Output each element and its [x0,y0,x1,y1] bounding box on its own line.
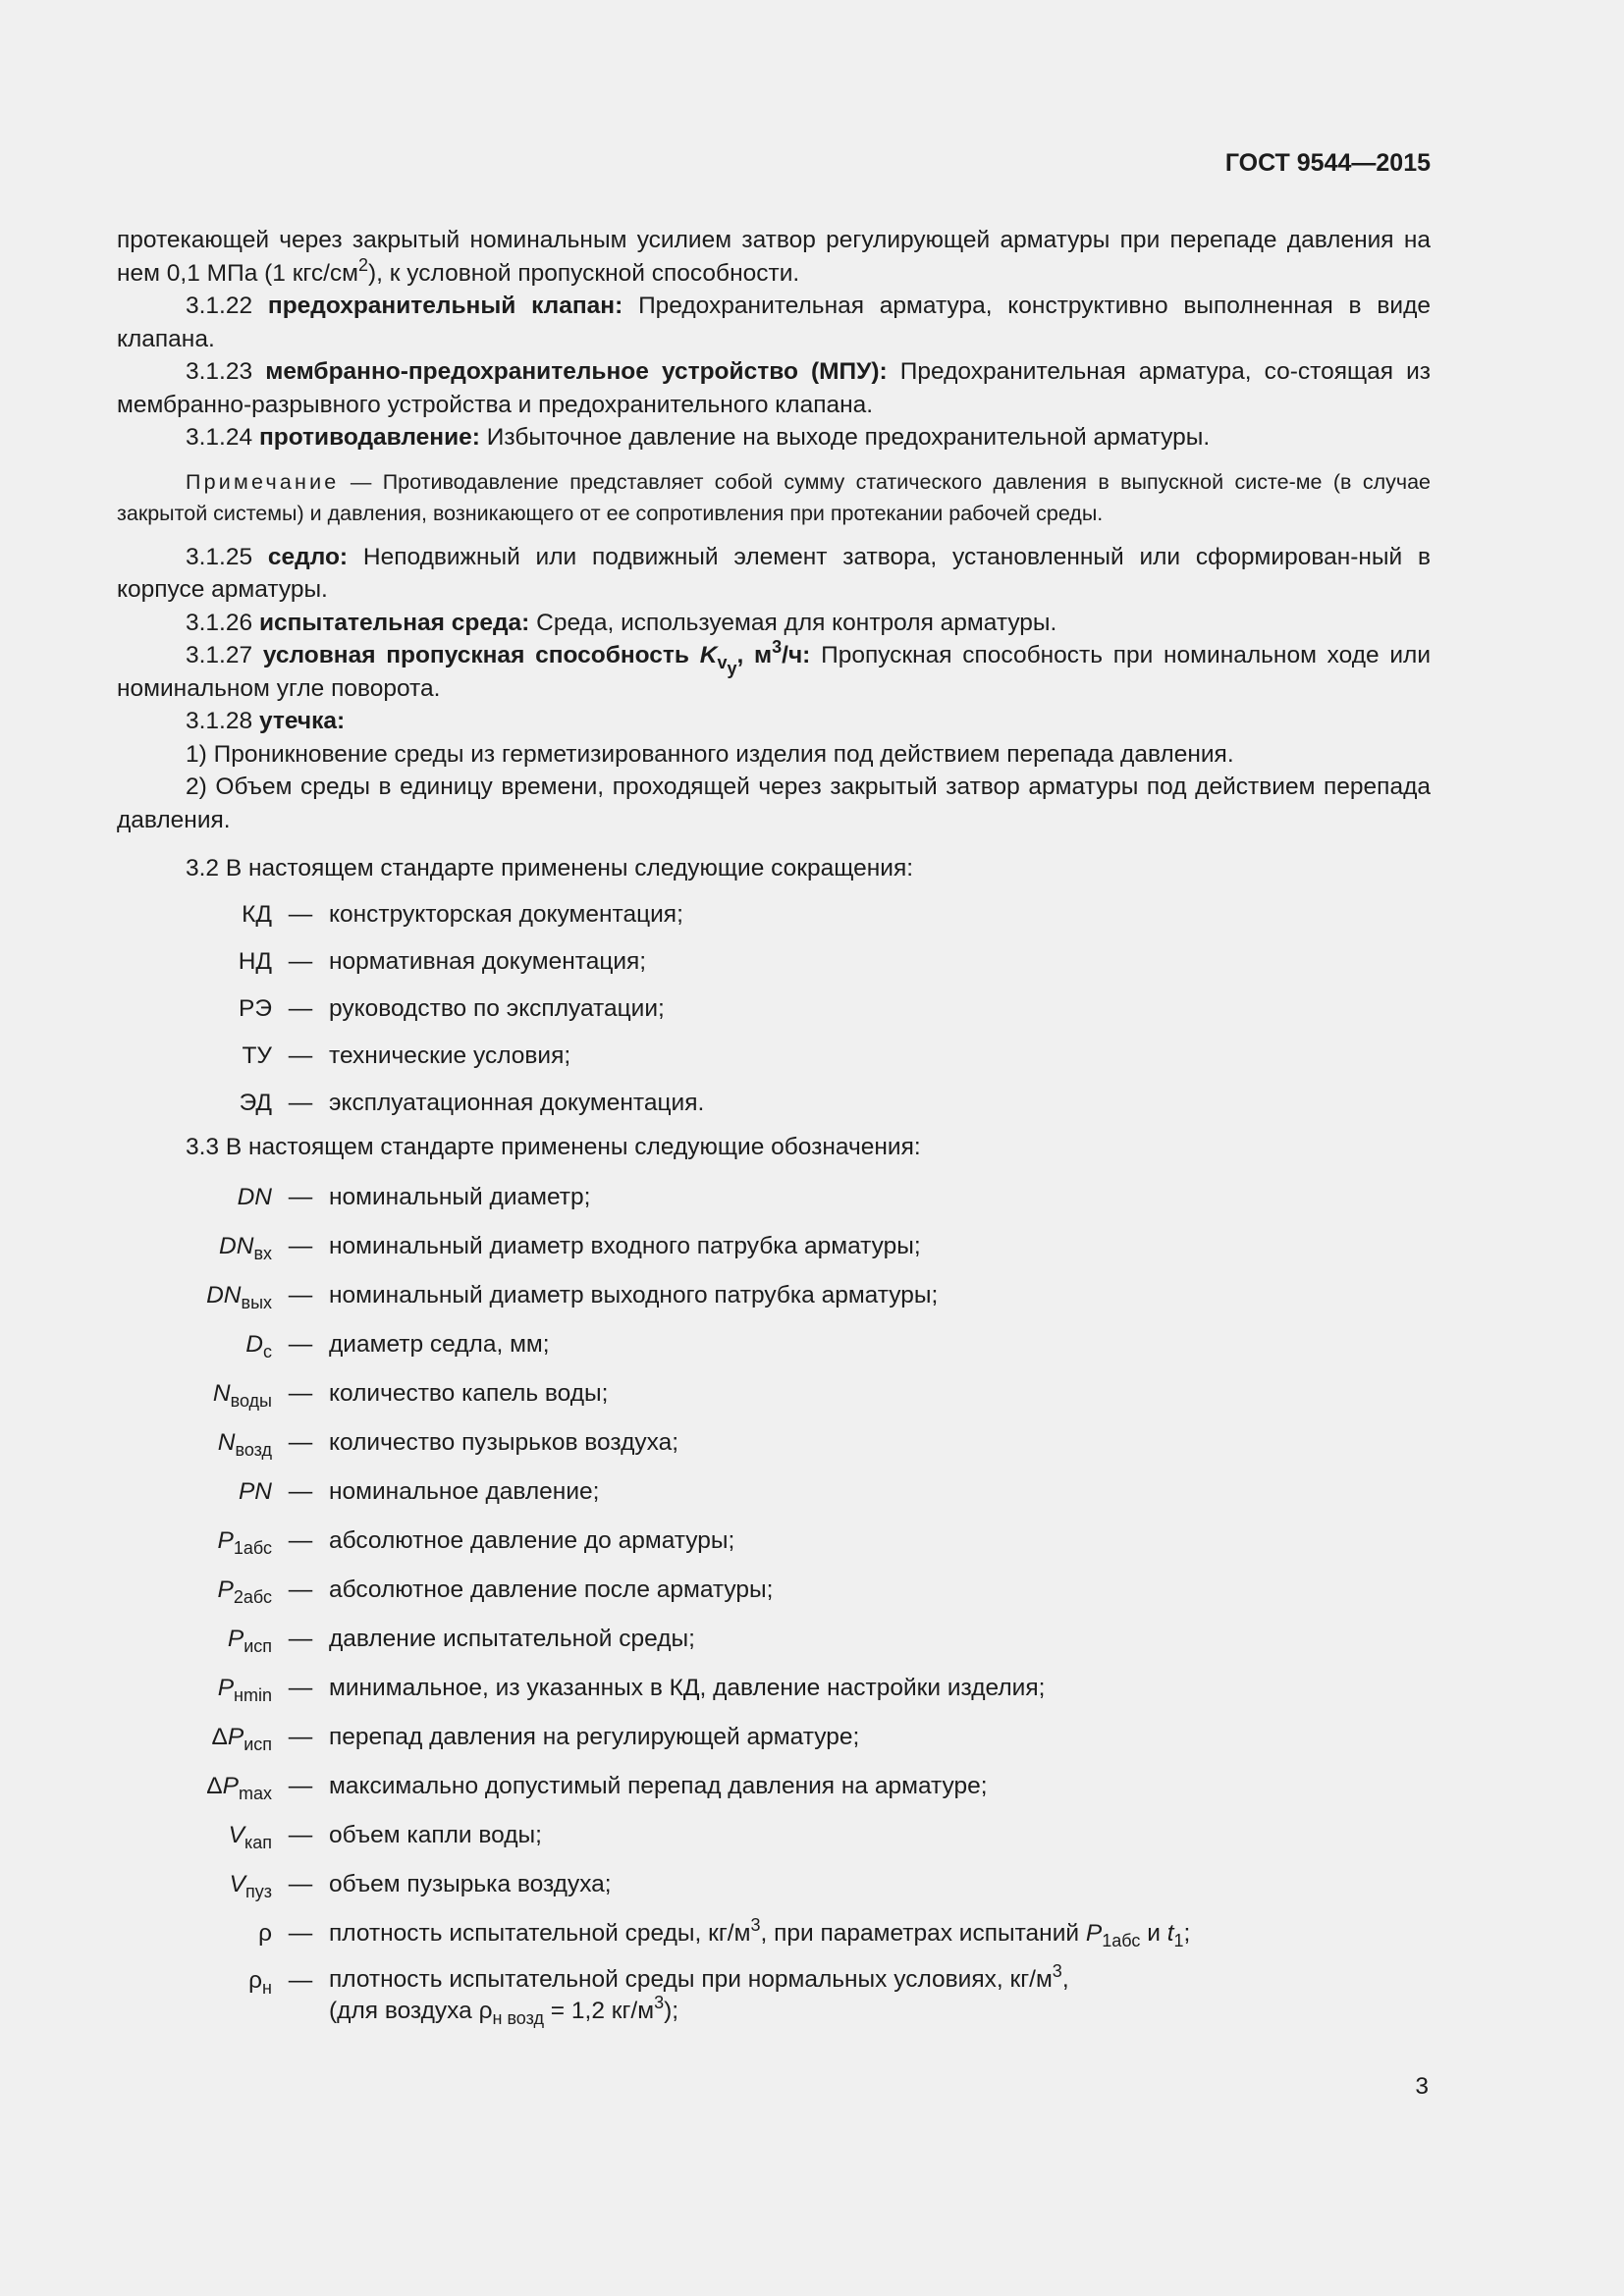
symbol-definition [329,1917,1431,1950]
sub-y: y [727,659,737,678]
symbol-base: N [212,1380,231,1408]
symbol [117,1524,272,1558]
rho-n-sub: н [262,1978,272,1998]
def-text: Неподвижный или подвижный элемент затвора, установленный или сформирован-ный в корпусе арматуры. [117,543,1432,603]
abbreviation-row [117,1080,1431,1127]
abbreviation-row [117,1033,1431,1080]
abbr-code: ТУ [242,1041,272,1069]
symbol-subscript: исп [244,1636,272,1657]
rho-text-a: плотность испытательной среды, кг/м [329,1920,751,1948]
rho-symbol: ρ [258,1920,272,1948]
symbol-base: N [217,1429,236,1457]
dash: — [288,1626,313,1653]
leak-item-1: 1) Проникновение среды из герметизированного изделия под действием перепада давления. [186,740,1234,768]
def-num: 3.1.22 [186,293,253,319]
symbol-subscript: возд [235,1440,272,1461]
def-term: мембранно-предохранительное устройство (МПУ): [265,358,888,385]
symbol [117,1770,272,1803]
symbol-base: DN [219,1233,254,1260]
symbol-row [117,1762,1431,1811]
symbol-definition: номинальный диаметр входного патрубка арматуры; [329,1233,921,1260]
symbol [117,1328,272,1362]
symbol-base: P [217,1675,235,1702]
def-term: седло: [267,543,349,570]
sub-v: v [717,653,728,672]
note-text: — Противодавление представляет собой сумму статического давления в выпускной систе-ме (в случае закрытой системы) и давления, возникающего от ее сопротивления при протекании рабочей среды. [117,469,1431,525]
abbreviations-list [117,891,1431,1127]
document-header: ГОСТ 9544—2015 [1224,149,1431,177]
symbol-base: P [217,1527,234,1555]
symbol-base: P [227,1724,244,1751]
symbol-definition: диаметр седла, мм; [329,1331,550,1359]
def-num: 3.1.28 [186,708,253,734]
symbol [117,1426,272,1460]
def-num: 3.1.24 [186,424,253,451]
symbol-base: P [227,1626,244,1653]
symbol-base: DN [237,1184,272,1211]
symbol-subscript: нmin [234,1685,272,1706]
symbol-prefix: Δ [206,1773,223,1800]
abbr-code: ЭД [239,1089,272,1116]
definition-3-1-25 [117,541,1431,607]
abbreviations-intro: 3.2 В настоящем стандарте применены следующие сокращения: [186,855,914,881]
abbr-text: руководство по эксплуатации; [329,994,665,1022]
def-num: 3.1.25 [186,543,253,570]
dash: — [288,1724,313,1751]
dash: — [288,1331,313,1359]
symbol-subscript: 1абс [233,1538,272,1559]
dash: — [288,1089,313,1116]
intro-paragraph [117,224,1431,290]
symbol [117,1868,272,1901]
symbol [117,1475,272,1509]
def-text: Среда, используемая для контроля арматуры. [536,609,1057,636]
def-term-symbol-sub [717,653,737,678]
symbol-row [117,1222,1431,1271]
symbol-base: P [217,1576,234,1604]
symbol-base: D [245,1331,263,1359]
symbol [117,1574,272,1607]
symbol-subscript: кап [244,1833,272,1853]
def-text: Предохранительная арматура, со-стоящая из мембранно-разрывного устройства и предохранительного клапана. [117,358,1432,418]
intro-sup: 2 [357,254,368,275]
definition-3-1-22 [117,290,1431,355]
rho-n-line2-mid: = 1,2 кг/м [543,1998,655,2024]
rho-n-line2-sub: н возд [492,2008,544,2028]
symbol-subscript: 2абс [233,1587,272,1608]
symbol-base: P [222,1773,239,1800]
dash: — [288,1184,313,1211]
rho-n-line1: плотность испытательной среды при нормальных условиях, кг/м [329,1966,1053,1993]
symbol-row [117,1320,1431,1369]
symbol-row [117,1369,1431,1418]
symbol [117,1964,272,1998]
def-unit-b: /ч: [782,642,811,668]
abbreviation-row [117,986,1431,1033]
abbreviation-row [117,938,1431,986]
symbol-definition: абсолютное давление после арматуры; [329,1576,774,1604]
symbol-row [117,1811,1431,1860]
symbol [117,1377,272,1411]
dash: — [288,1773,313,1800]
symbol [117,1672,272,1705]
abbreviation-row [117,891,1431,938]
symbol-base: DN [206,1282,242,1309]
dash: — [288,1871,313,1898]
abbr-code: КД [242,900,272,928]
symbol-definition: количество капель воды; [329,1380,609,1408]
rho-n-line1-sup: 3 [1052,1961,1062,1981]
symbol-row [117,1566,1431,1615]
def-term [262,637,811,678]
symbol-subscript: воды [230,1391,272,1412]
symbol-row [117,1615,1431,1664]
dash: — [288,1380,313,1408]
symbol-definition: абсолютное давление до арматуры; [329,1527,735,1555]
symbols-list [117,1173,1431,1909]
def-term-text: условная пропускная способность [262,642,689,668]
symbol-row [117,1713,1431,1762]
dash: — [288,1478,313,1506]
symbol-subscript: вых [241,1293,272,1313]
symbol-subscript: вх [253,1244,272,1264]
abbr-code: РЭ [239,994,272,1022]
symbol [117,1623,272,1656]
definition-3-1-27 [117,639,1431,705]
definition-3-1-26 [117,607,1431,640]
dash: — [288,1576,313,1604]
definition-3-1-28 [117,705,1431,738]
page-number: 3 [1415,2073,1429,2100]
rho-sup: 3 [750,1915,761,1936]
symbol [117,1279,272,1312]
leak-item-2: 2) Объем среды в единицу времени, проходящей через закрытый затвор арматуры под действием перепада давления. [117,774,1431,833]
symbol-base: PN [238,1478,272,1506]
dash: — [288,1920,313,1948]
symbol [117,1181,272,1214]
abbr-text: эксплуатационная документация. [329,1089,705,1116]
def-num: 3.1.23 [186,358,253,385]
symbol-row-rho-n [117,1958,1431,2027]
def-term: предохранительный клапан: [267,293,623,319]
def-num: 3.1.26 [186,609,253,636]
def-text: Избыточное давление на выходе предохранительной арматуры. [486,424,1211,451]
symbol-definition: перепад давления на регулирующей арматуре; [329,1724,860,1751]
symbol-prefix: Δ [211,1724,228,1751]
symbol-row [117,1860,1431,1909]
rho-n-line1-end: , [1061,1966,1069,1993]
dash: — [288,1527,313,1555]
note-label: Примечание [186,469,340,494]
def-term-symbol: K [699,642,718,668]
dash: — [288,1429,313,1457]
symbol-definition: номинальный диаметр выходного патрубка арматуры; [329,1282,939,1309]
dash: — [288,1967,313,1994]
symbol-row [117,1664,1431,1713]
symbol [117,1917,272,1950]
symbol-row [117,1517,1431,1566]
def-unit-a: , м [736,642,773,668]
symbol [117,1819,272,1852]
rho-n-symbol: ρ [248,1967,263,1994]
def-text: Пропускная способность при номинальном ходе или номинальном угле поворота. [117,642,1432,702]
rho-and: и [1147,1920,1161,1948]
symbol-row-rho [117,1909,1431,1958]
symbol-subscript: с [263,1342,272,1362]
dash: — [288,1041,313,1069]
symbol [117,1230,272,1263]
def-term: противодавление: [258,424,480,451]
symbol-row [117,1418,1431,1468]
def-unit-sup: 3 [772,637,783,657]
dash: — [288,1675,313,1702]
document-body [117,224,1431,2027]
intro-tail: ), к условной пропускной способности. [368,259,800,287]
symbol-definition: количество пузырьков воздуха; [329,1429,679,1457]
rho-p-sub: 1абс [1102,1931,1141,1951]
abbr-text: технические условия; [329,1041,571,1069]
dash: — [288,994,313,1022]
symbol-definition: номинальный диаметр; [329,1184,591,1211]
dash: — [288,1233,313,1260]
abbr-text: нормативная документация; [329,947,647,975]
abbr-code: НД [238,947,272,975]
dash: — [288,1822,313,1849]
symbol-definition [329,1961,1431,2028]
note-paragraph [117,466,1431,529]
def-text: Предохранительная арматура, конструктивно выполненная в виде клапана. [117,293,1431,352]
rho-p: P [1085,1920,1103,1948]
rho-n-line2: (для воздуха ρ [329,1998,493,2024]
definition-3-1-23 [117,355,1431,421]
def-term: утечка: [258,708,346,734]
dash: — [288,1282,313,1309]
symbol-row [117,1271,1431,1320]
symbol-definition: максимально допустимый перепад давления на арматуре; [329,1773,988,1800]
symbol-definition: давление испытательной среды; [329,1626,695,1653]
rho-t: t [1166,1920,1174,1948]
definition-3-1-24 [117,421,1431,454]
dash: — [288,900,313,928]
symbols-intro: 3.3 В настоящем стандарте применены следующие обозначения: [186,1133,921,1160]
abbr-text: конструкторская документация; [329,900,683,928]
symbol-row [117,1468,1431,1517]
def-num: 3.1.27 [186,642,253,668]
symbol-subscript: max [238,1784,272,1804]
symbol-definition: объем капли воды; [329,1822,542,1849]
rho-t-sub: 1 [1173,1931,1184,1951]
rho-end: ; [1183,1920,1191,1948]
rho-text-b: , при параметрах испытаний [760,1920,1080,1948]
rho-n-line2-end: ); [664,1998,679,2024]
symbol-base: V [229,1871,245,1898]
symbol-base: V [228,1822,244,1849]
def-term: испытательная среда: [258,609,530,636]
symbol-definition: номинальное давление; [329,1478,600,1506]
dash: — [288,947,313,975]
rho-n-line2-sup: 3 [654,1993,665,2012]
symbol-definition: минимальное, из указанных в КД, давление настройки изделия; [329,1675,1046,1702]
symbol-definition: объем пузырька воздуха; [329,1871,612,1898]
symbol-subscript: пуз [245,1882,272,1902]
intro-text: протекающей через закрытый номинальным усилием затвор регулирующей арматуры при перепаде давления на нем 0,1 МПа (1 кгс/см [117,227,1431,287]
symbol-subscript: исп [244,1735,272,1755]
symbol-row [117,1173,1431,1222]
symbol [117,1721,272,1754]
